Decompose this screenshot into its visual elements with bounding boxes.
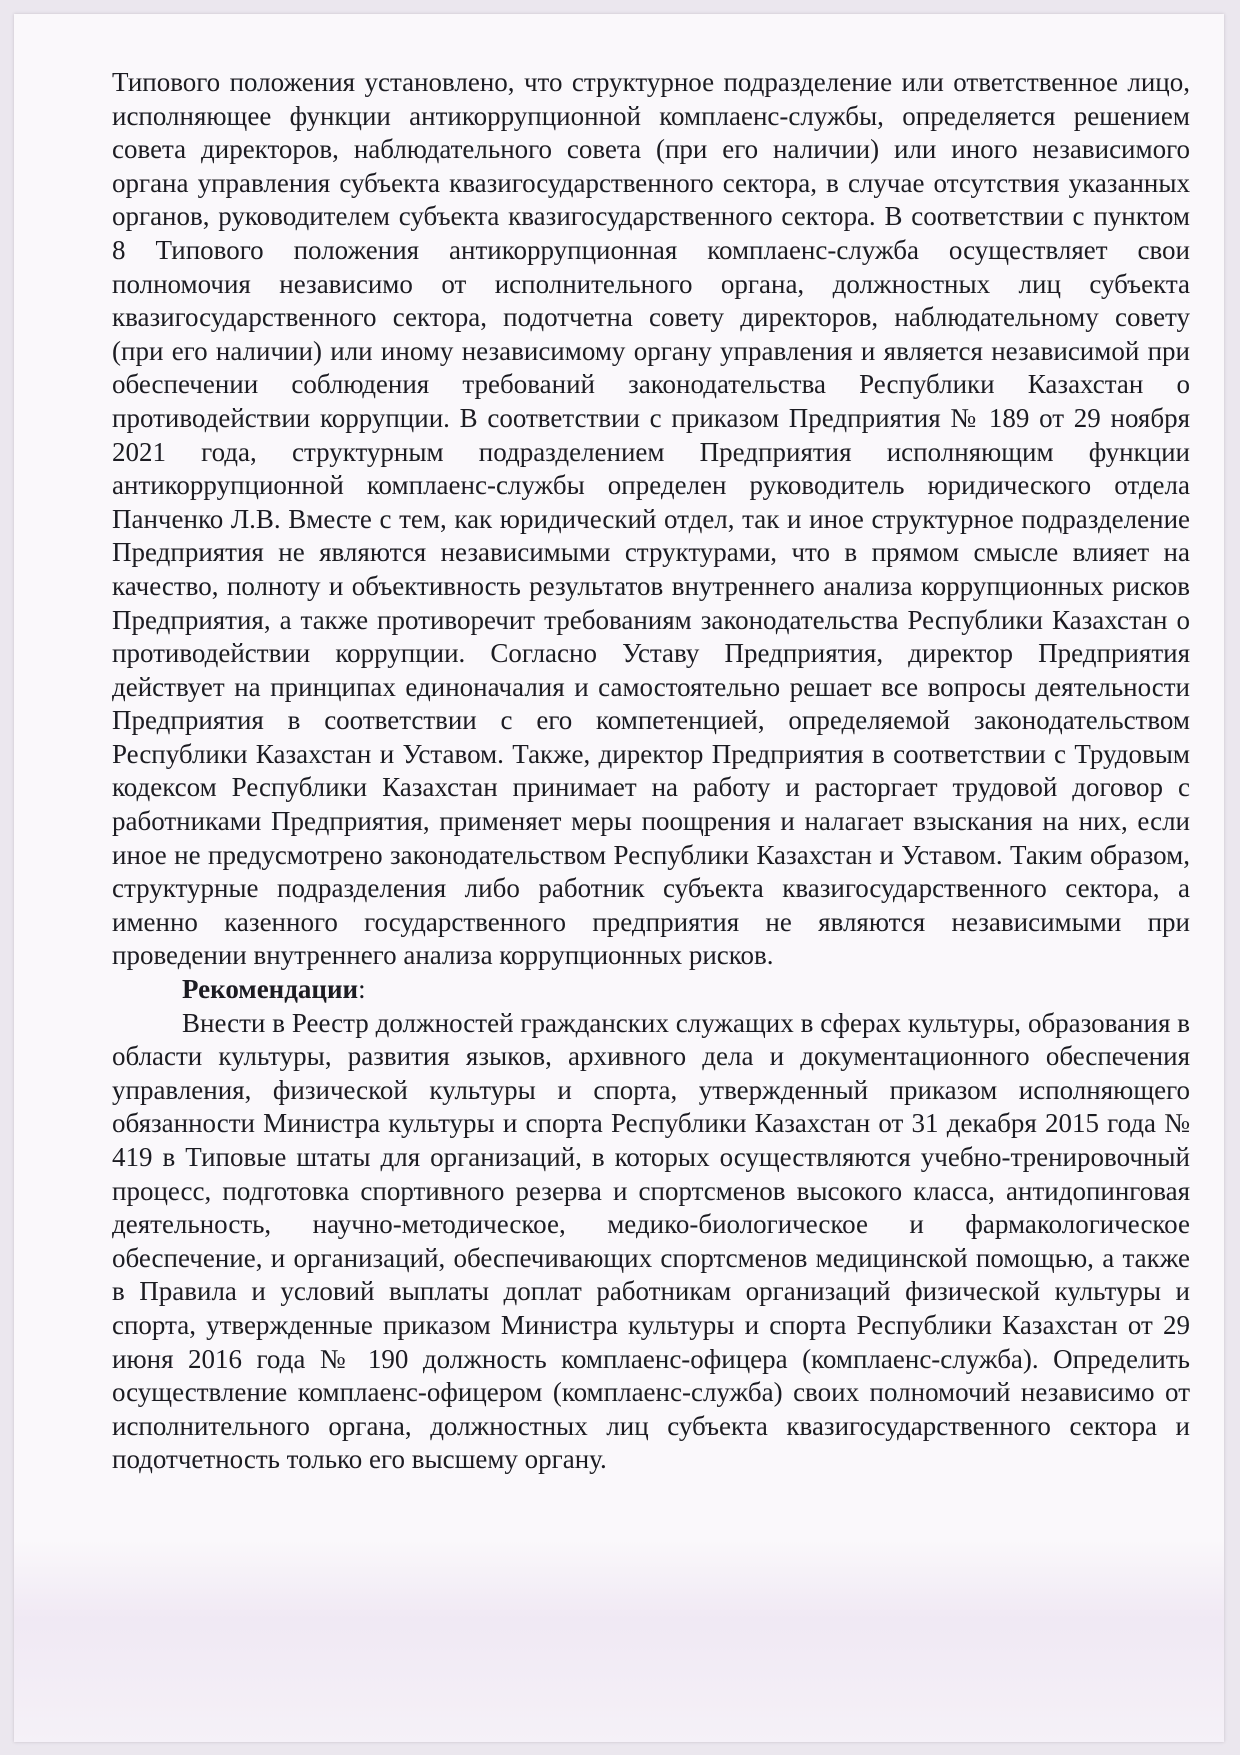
scan-tint (14, 1539, 1224, 1742)
recommendations-paragraph: Внести в Реестр должностей гражданских служащих в сферах культуры, образования в области культуры, развития языков, архивного дела и документационного обеспечения управления, физической культуры и спорта, утвержденный приказом исполняющего обязанности Министра культуры и спорта Республики Казахстан от 31 декабря 2015 года № 419 в Типовые штаты для организаций, в которых осуществляются учебно-тренировочный процесс, подготовка спортивного резерва и спортсменов высокого класса, антидопинговая деятельность, научно-методическое, медико-биологическое и фармакологическое обеспечение, и организаций, обеспечивающих спортсменов медицинской помощью, а также в Правила и условий выплаты доплат работникам организаций физической культуры и спорта, утвержденные приказом Министра культуры и спорта Республики Казахстан от 29 июня 2016 года № 190 должность комплаенс-офицера (комплаенс-служба). Определить осуществление комплаенс-офицером (комплаенс-служба) своих полномочий независимо от исполнительного органа, должностных лиц субъекта квазигосударственного сектора и подотчетность только его высшему органу. (112, 1007, 1190, 1475)
document-body (112, 66, 1190, 1477)
document-page (14, 14, 1224, 1742)
recommendations-colon: : (358, 974, 366, 1005)
recommendations-heading: Рекомендации (182, 974, 359, 1005)
body-paragraph: Типового положения установлено, что структурное подразделение или ответственное лицо, исполняющее функции антикоррупционной комплаенс-службы, определяется решением совета директоров, наблюдательного совета (при его наличии) или иного независимого органа управления субъекта квазигосударственного сектора, в случае отсутствия указанных органов, руководителем субъекта квазигосударственного сектора. В соответствии с пунктом 8 Типового положения антикоррупционная комплаенс-служба осуществляет свои полномочия независимо от исполнительного органа, должностных лиц субъекта квазигосударственного сектора, подотчетна совету директоров, наблюдательному совету (при его наличии) или иному независимому органу управления и является независимой при обеспечении соблюдения требований законодательства Республики Казахстан о противодействии коррупции. В соответствии с приказом Предприятия № 189 от 29 ноября 2021 года, структурным подразделением Предприятия исполняющим функции антикоррупционной комплаенс-службы определен руководитель юридического отдела Панченко Л.В. Вместе с тем, как юридический отдел, так и иное структурное подразделение Предприятия не являются независимыми структурами, что в прямом смысле влияет на качество, полноту и объективность результатов внутреннего анализа коррупционных рисков Предприятия, а также противоречит требованиям законодательства Республики Казахстан о противодействии коррупции. Согласно Уставу Предприятия, директор Предприятия действует на принципах единоначалия и самостоятельно решает все вопросы деятельности Предприятия в соответствии с его компетенцией, определяемой законодательством Республики Казахстан и Уставом. Также, директор Предприятия в соответствии с Трудовым кодексом Республики Казахстан принимает на работу и расторгает трудовой договор с работниками Предприятия, применяет меры поощрения и налагает взыскания на них, если иное не предусмотрено законодательством Республики Казахстан и Уставом. Таким образом, структурные подразделения либо работник субъекта квазигосударственного сектора, а именно казенного государственного предприятия не являются независимыми при проведении внутреннего анализа коррупционных рисков. (112, 67, 1190, 971)
recommendations-heading-line (112, 973, 1190, 1007)
